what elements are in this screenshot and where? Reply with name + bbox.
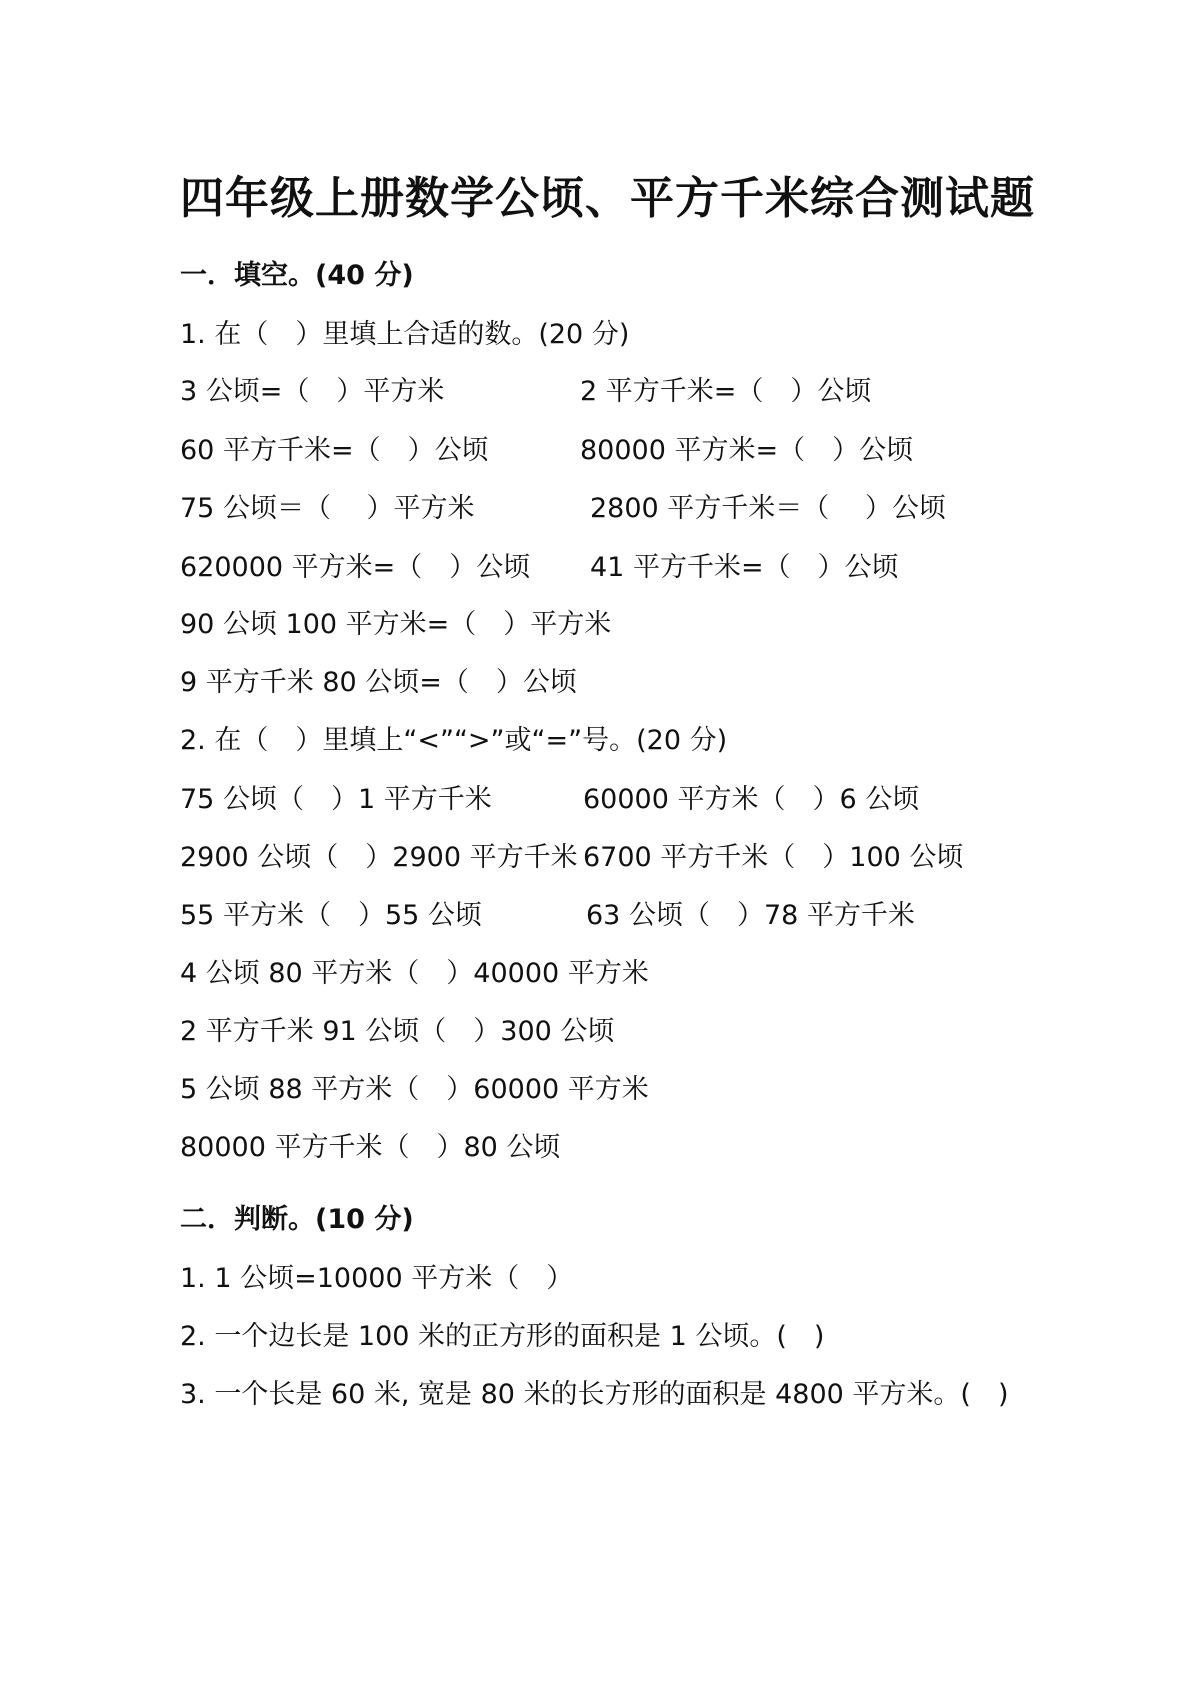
q2-row-5: 2 平方千米 91 公顷（ ）300 公顷	[180, 1016, 615, 1047]
page-title: 四年级上册数学公顷、平方千米综合测试题	[180, 173, 1035, 224]
question-2-prompt: 2. 在（ ）里填上“<”“>”或“=”号。(20 分)	[180, 725, 728, 756]
q1-row-3-right: 2800 平方千米＝（ ）公顷	[590, 493, 946, 524]
tf-item-3: 3. 一个长是 60 米, 宽是 80 米的长方形的面积是 4800 平方米。( )	[180, 1379, 1009, 1410]
tf-item-2: 2. 一个边长是 100 米的正方形的面积是 1 公顷。( )	[180, 1321, 825, 1352]
q2-row-1-left: 75 公顷（ ）1 平方千米	[180, 784, 492, 815]
q1-row-2-right: 80000 平方米=（ ）公顷	[580, 435, 914, 466]
q1-row-1-left: 3 公顷=（ ）平方米	[180, 376, 445, 407]
q2-row-6: 5 公顷 88 平方米（ ）60000 平方米	[180, 1074, 649, 1105]
q1-row-3-left: 75 公顷＝（ ）平方米	[180, 493, 475, 524]
q2-row-3-right: 63 公顷（ ）78 平方千米	[586, 900, 915, 931]
tf-item-1: 1. 1 公顷=10000 平方米（ ）	[180, 1263, 574, 1294]
q1-row-2-left: 60 平方千米=（ ）公顷	[180, 435, 489, 466]
q2-row-2-right: 6700 平方千米（ ）100 公顷	[583, 842, 964, 873]
q2-row-1-right: 60000 平方米（ ）6 公顷	[583, 784, 920, 815]
q1-row-6: 9 平方千米 80 公顷=（ ）公顷	[180, 667, 577, 698]
q1-row-1-right: 2 平方千米=（ ）公顷	[580, 376, 872, 407]
q1-row-4-left: 620000 平方米=（ ）公顷	[180, 552, 531, 583]
section-heading-fill-in: 一．填空。(40 分)	[180, 260, 414, 291]
question-1-prompt: 1. 在（ ）里填上合适的数。(20 分)	[180, 319, 630, 350]
q2-row-4: 4 公顷 80 平方米（ ）40000 平方米	[180, 958, 649, 989]
q2-row-7: 80000 平方千米（ ）80 公顷	[180, 1132, 561, 1163]
q2-row-2-left: 2900 公顷（ ）2900 平方千米	[180, 842, 578, 873]
q1-row-5: 90 公顷 100 平方米=（ ）平方米	[180, 609, 612, 640]
q1-row-4-right: 41 平方千米=（ ）公顷	[590, 552, 899, 583]
q2-row-3-left: 55 平方米（ ）55 公顷	[180, 900, 482, 931]
section-heading-true-false: 二．判断。(10 分)	[180, 1204, 414, 1235]
